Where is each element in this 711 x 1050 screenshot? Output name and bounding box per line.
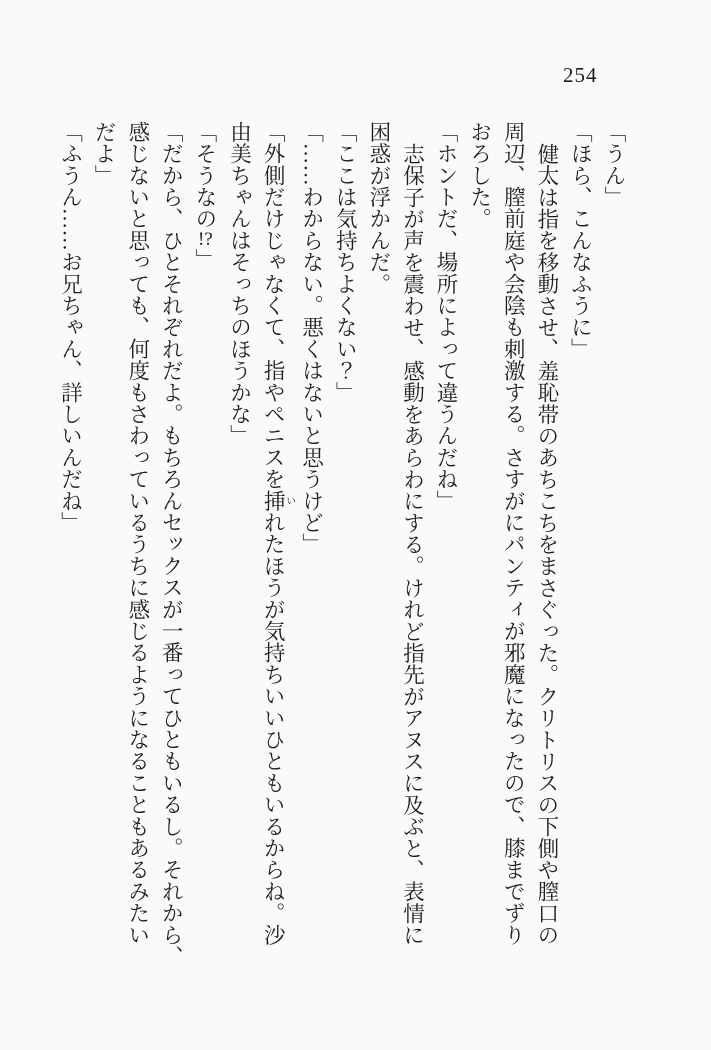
text-line: 「そうなの!?」 [192,121,217,271]
text-line: 困惑が浮かんだ。 [366,121,391,295]
text-line: 「だから、ひとそれぞれだよ。もちろんセックスが一番ってひともいるし。それから、 [159,121,184,968]
text-line: 由美ちゃんはそっちのほうかな」 [227,121,252,447]
text-line: 「ホントだ、場所によって違うんだね」 [434,121,459,512]
text-line: 「ふうん……お兄ちゃん、詳しいんだね」 [58,121,83,534]
text-line: 「ほら、こんなふうに」 [568,121,593,360]
tatechuyoko: !? [197,229,213,249]
page-number: 254 [563,63,598,87]
text-line: 「うん」 [602,121,626,208]
text-line: 「……わからない。悪くはないと思うけど」 [299,121,324,555]
text-line: だよ」 [92,121,117,187]
text-line: 志保子が声を震わせ、感動をあらわにする。けれど指先がアヌスに及ぶと、表情に [400,142,425,946]
text-line: 周辺、膣前庭や会陰も刺激する。さすがにパンティが邪魔になったので、膝までずり [501,121,526,946]
vertical-text-block [53,121,630,968]
text-line: おろした。 [467,121,492,230]
text-line: 「外側だけじゃなくて、指やペニスを挿いれたほうが気持ちいいひともいるからね。沙 [261,121,295,946]
text-line: 健太は指を移動させ、羞恥帯のあちこちをまさぐった。クリトリスの下側や膣口の [534,142,559,946]
text-line: 感じないと思っても、何度もさわっているうちに感じるようになることもあるみたい [125,121,150,946]
text-line: 「ここは気持ちよくない？」 [333,121,358,404]
furigana: 挿い [261,489,295,512]
